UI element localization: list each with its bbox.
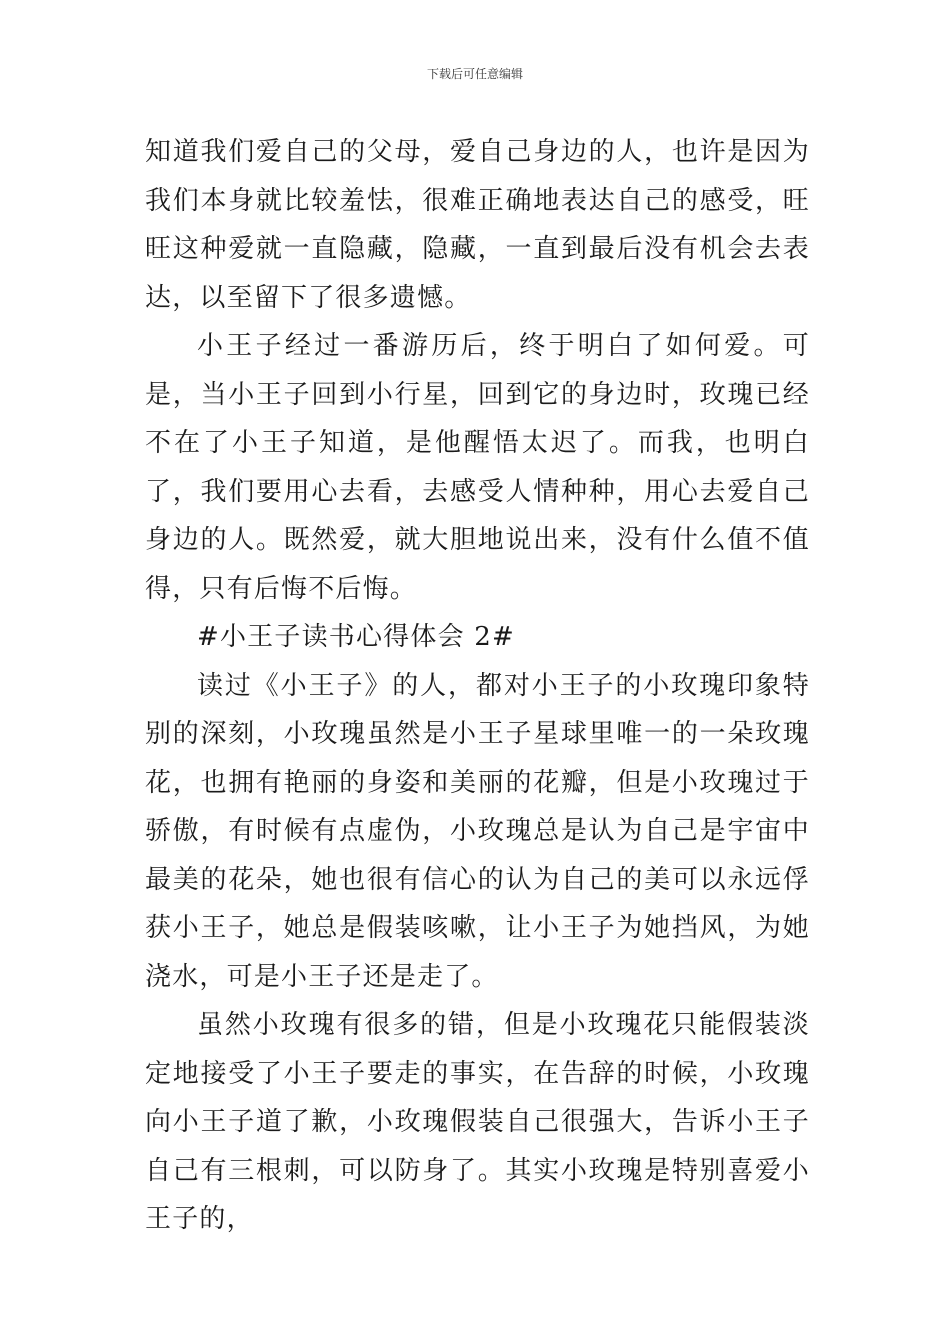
page-header: 下载后可任意编辑: [426, 67, 523, 81]
paragraph-1: 知道我们爱自己的父母，爱自己身边的人，也许是因为我们本身就比较羞怯，很难正确地表达自己的感受，旺旺这种爱就一直隐藏，隐藏，一直到最后没有机会去表达，以至留下了很多遗憾。: [145, 137, 810, 313]
section-heading: #小王子读书心得体会 2#: [197, 622, 515, 652]
paragraph-3: 读过《小王子》的人，都对小王子的小玫瑰印象特别的深刻，小玫瑰虽然是小王子星球里唯一的一朵玫瑰花，也拥有艳丽的身姿和美丽的花瓣，但是小玫瑰过于骄傲，有时候有点虚伪，小玫瑰总是认为自己是宇宙中最美的花朵，她也很有信心的认为自己的美可以永远俘获小王子，她总是假装咳嗽，让小王子为她挡风，为她浇水，可是小王子还是走了。: [145, 670, 810, 992]
document-body: [145, 128, 810, 1244]
paragraph-4: 虽然小玫瑰有很多的错，但是小玫瑰花只能假装淡定地接受了小王子要走的事实，在告辞的时候，小玫瑰向小王子道了歉，小玫瑰假装自己很强大，告诉小王子自己有三根刺，可以防身了。其实小玫瑰是特别喜爱小王子的，: [145, 1010, 810, 1234]
paragraph-2: 小王子经过一番游历后，终于明白了如何爱。可是，当小王子回到小行星，回到它的身边时，玫瑰已经不在了小王子知道，是他醒悟太迟了。而我，也明白了，我们要用心去看，去感受人情种种，用心去爱自己身边的人。既然爱，就大胆地说出来，没有什么值不值得，只有后悔不后悔。: [145, 331, 810, 604]
